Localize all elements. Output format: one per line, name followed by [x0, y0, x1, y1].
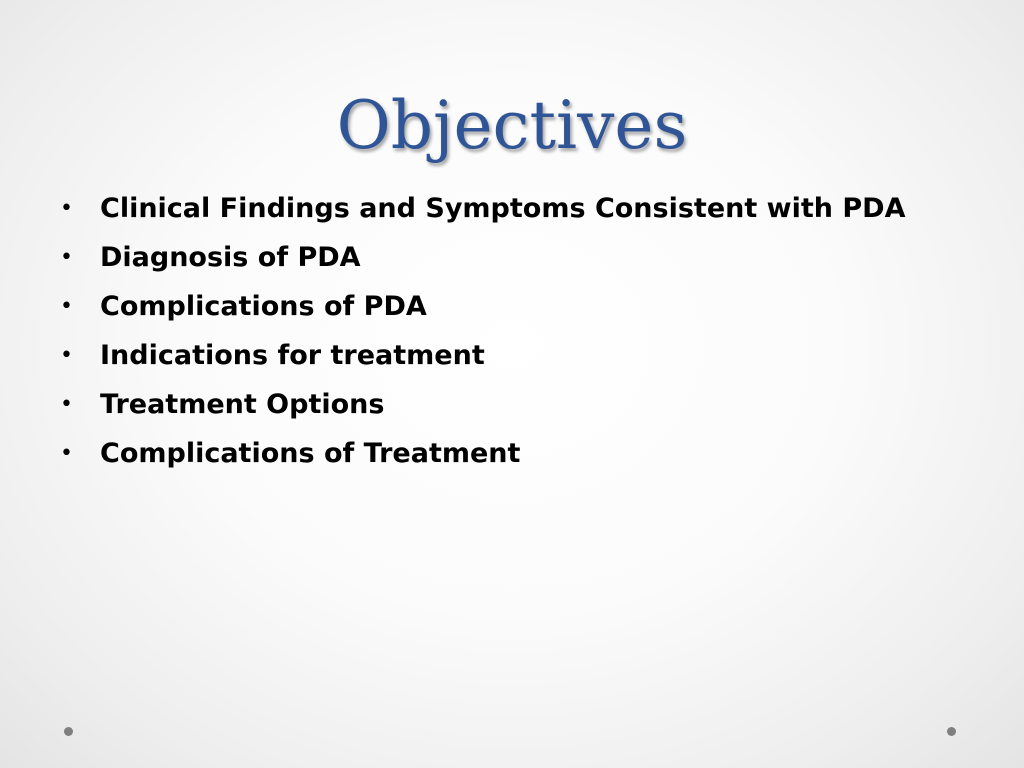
objectives-list: [60, 184, 1000, 478]
slide-title: Objectives: [336, 87, 688, 164]
list-item-text: Treatment Options: [100, 389, 385, 420]
list-item: [60, 380, 1000, 429]
corner-dot-right-icon: [947, 727, 956, 736]
list-item-text: Complications of Treatment: [100, 438, 521, 469]
list-item-text: Complications of PDA: [100, 291, 427, 322]
bullet-icon: •: [60, 196, 73, 221]
list-item: [60, 233, 1000, 282]
list-item: [60, 282, 1000, 331]
bullet-icon: •: [60, 343, 73, 368]
list-item: [60, 184, 1000, 233]
list-item-text: Indications for treatment: [100, 340, 485, 371]
list-item: [60, 429, 1000, 478]
bullet-icon: •: [60, 441, 73, 466]
list-item-text: Diagnosis of PDA: [100, 242, 361, 273]
bullet-icon: •: [60, 294, 73, 319]
bullet-icon: •: [60, 245, 73, 270]
corner-dot-left-icon: [64, 727, 73, 736]
bullet-icon: •: [60, 392, 73, 417]
list-item-text: Clinical Findings and Symptoms Consistent with PDA: [100, 193, 906, 224]
list-item: [60, 331, 1000, 380]
